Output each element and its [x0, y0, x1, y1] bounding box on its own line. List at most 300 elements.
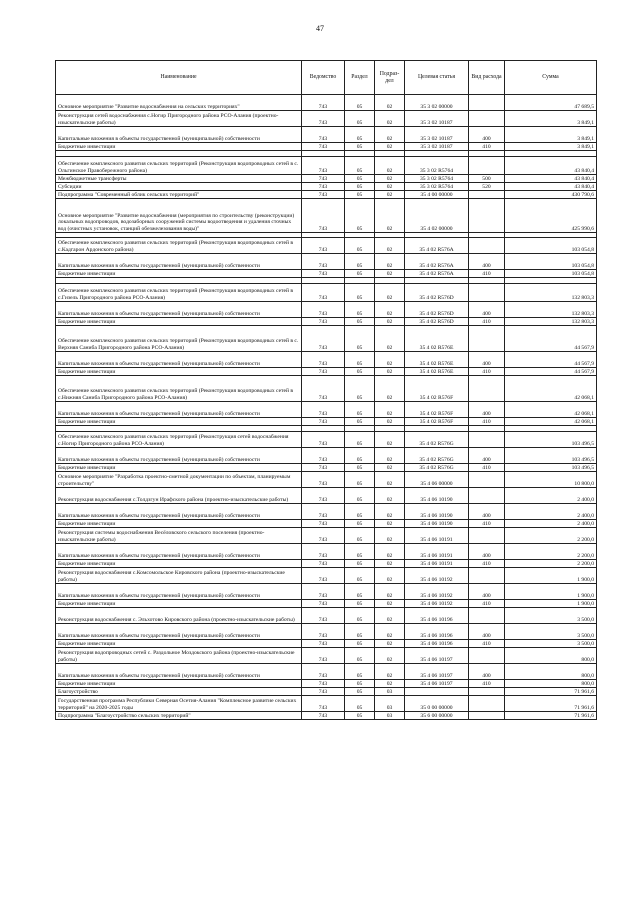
cell-kind	[469, 432, 505, 448]
cell-sum: 71 961,6	[505, 688, 597, 696]
cell-article: 35 3 02 R5764	[405, 157, 469, 175]
cell-name: Субсидии	[56, 183, 302, 191]
cell-section: 05	[345, 680, 375, 688]
cell-sum: 103 496,5	[505, 464, 597, 472]
table-row	[56, 175, 597, 183]
cell-kind: 400	[469, 352, 505, 368]
cell-article: 35 6 00 00000	[405, 712, 469, 720]
cell-section: 05	[345, 376, 375, 402]
cell-subsection: 02	[375, 191, 405, 199]
cell-name: Бюджетные инвестиции	[56, 680, 302, 688]
cell-article: 35 4 02 R576F	[405, 418, 469, 426]
cell-kind	[469, 712, 505, 720]
budget-table	[55, 60, 597, 720]
cell-dept: 743	[302, 472, 345, 488]
cell-section: 05	[345, 624, 375, 640]
cell-name: Подпрограмма "Современный облик сельских территорий"	[56, 191, 302, 199]
cell-subsection: 02	[375, 270, 405, 278]
cell-subsection: 02	[375, 488, 405, 504]
cell-section: 05	[345, 302, 375, 318]
cell-dept: 743	[302, 238, 345, 254]
cell-sum: 103 054,8	[505, 254, 597, 270]
header-section: Раздел	[345, 61, 375, 95]
cell-kind	[469, 376, 505, 402]
cell-article: 35 4 02 R576F	[405, 376, 469, 402]
cell-article: 35 4 06 10190	[405, 520, 469, 528]
cell-article: 35 4 06 10190	[405, 504, 469, 520]
cell-name: Бюджетные инвестиции	[56, 600, 302, 608]
cell-name: Основное мероприятие "Развитие водоснабжения (мероприятия по строительству (реконструкции) локальных водопроводов, водозаборных сооружений системы водоотведения и удаления сточных вод (очистных установок, станций обезжелезования воды)"	[56, 199, 302, 233]
cell-article: 35 3 02 R5764	[405, 183, 469, 191]
cell-dept: 743	[302, 640, 345, 648]
cell-subsection: 02	[375, 238, 405, 254]
table-row	[56, 680, 597, 688]
cell-subsection: 02	[375, 175, 405, 183]
cell-dept: 743	[302, 326, 345, 352]
cell-kind	[469, 568, 505, 584]
cell-sum: 2 200,0	[505, 528, 597, 544]
table-row	[56, 376, 597, 402]
table-row	[56, 584, 597, 600]
cell-section: 05	[345, 402, 375, 418]
cell-section: 05	[345, 352, 375, 368]
cell-sum: 2 200,0	[505, 544, 597, 560]
cell-section: 05	[345, 648, 375, 664]
cell-section: 05	[345, 600, 375, 608]
cell-kind	[469, 326, 505, 352]
cell-article: 35 4 06 10197	[405, 648, 469, 664]
cell-kind: 400	[469, 664, 505, 680]
cell-sum: 47 689,5	[505, 95, 597, 111]
cell-sum: 1 900,0	[505, 584, 597, 600]
cell-name: Подпрограмма "Благоустройство сельских территорий"	[56, 712, 302, 720]
cell-article: 35 4 06 00000	[405, 472, 469, 488]
cell-dept: 743	[302, 488, 345, 504]
table-row	[56, 520, 597, 528]
cell-subsection: 02	[375, 318, 405, 326]
cell-subsection: 02	[375, 352, 405, 368]
cell-dept: 743	[302, 504, 345, 520]
cell-dept: 743	[302, 368, 345, 376]
cell-article: 35 4 02 R576D	[405, 302, 469, 318]
cell-dept: 743	[302, 520, 345, 528]
cell-section: 05	[345, 568, 375, 584]
cell-article: 35 4 02 R576G	[405, 448, 469, 464]
cell-sum: 1 900,0	[505, 600, 597, 608]
cell-sum: 430 790,6	[505, 191, 597, 199]
cell-kind: 410	[469, 464, 505, 472]
header-name: Наименование	[56, 61, 302, 95]
cell-section: 05	[345, 143, 375, 151]
table-row	[56, 326, 597, 352]
cell-article	[405, 688, 469, 696]
header-article: Целевая статья	[405, 61, 469, 95]
cell-dept: 743	[302, 418, 345, 426]
cell-section: 05	[345, 127, 375, 143]
cell-sum: 800,0	[505, 680, 597, 688]
table-row	[56, 560, 597, 568]
cell-name: Бюджетные инвестиции	[56, 143, 302, 151]
cell-article: 35 4 02 R576А	[405, 270, 469, 278]
cell-name: Бюджетные инвестиции	[56, 318, 302, 326]
cell-subsection: 02	[375, 464, 405, 472]
cell-subsection: 02	[375, 520, 405, 528]
cell-article: 35 4 02 00000	[405, 199, 469, 233]
cell-section: 05	[345, 544, 375, 560]
cell-sum: 3 500,0	[505, 608, 597, 624]
cell-kind: 400	[469, 624, 505, 640]
table-row	[56, 544, 597, 560]
cell-name: Капитальные вложения в объекты государственной (муниципальной) собственности	[56, 402, 302, 418]
cell-sum: 2 400,0	[505, 504, 597, 520]
cell-section: 05	[345, 664, 375, 680]
table-header	[56, 61, 597, 95]
cell-kind: 410	[469, 418, 505, 426]
table-row	[56, 368, 597, 376]
cell-kind	[469, 608, 505, 624]
cell-section: 05	[345, 183, 375, 191]
cell-name: Межбюджетные трансферты	[56, 175, 302, 183]
cell-section: 05	[345, 418, 375, 426]
cell-article: 35 4 06 10191	[405, 560, 469, 568]
cell-article: 35 4 06 10196	[405, 640, 469, 648]
cell-section: 05	[345, 712, 375, 720]
cell-dept: 743	[302, 608, 345, 624]
table-body	[56, 95, 597, 720]
cell-name: Бюджетные инвестиции	[56, 560, 302, 568]
cell-name: Реконструкция водоснабжения с.Толдзгун Ирафского района (проектно-изыскательские работы)	[56, 488, 302, 504]
cell-dept: 743	[302, 318, 345, 326]
cell-subsection: 02	[375, 448, 405, 464]
table-row	[56, 302, 597, 318]
cell-subsection: 02	[375, 648, 405, 664]
cell-dept: 743	[302, 284, 345, 302]
cell-dept: 743	[302, 191, 345, 199]
table-row	[56, 488, 597, 504]
cell-dept: 743	[302, 568, 345, 584]
cell-subsection: 02	[375, 326, 405, 352]
cell-kind	[469, 528, 505, 544]
cell-kind: 410	[469, 143, 505, 151]
cell-section: 05	[345, 191, 375, 199]
cell-section: 05	[345, 432, 375, 448]
cell-dept: 743	[302, 127, 345, 143]
cell-section: 05	[345, 254, 375, 270]
cell-name: Капитальные вложения в объекты государственной (муниципальной) собственности	[56, 448, 302, 464]
cell-dept: 743	[302, 528, 345, 544]
cell-subsection: 02	[375, 254, 405, 270]
cell-subsection: 03	[375, 688, 405, 696]
cell-kind: 400	[469, 127, 505, 143]
cell-dept: 743	[302, 254, 345, 270]
cell-sum: 43 840,4	[505, 175, 597, 183]
cell-sum: 3 849,1	[505, 111, 597, 127]
cell-name: Бюджетные инвестиции	[56, 464, 302, 472]
cell-sum: 43 840,4	[505, 157, 597, 175]
cell-article: 35 0 00 00000	[405, 696, 469, 712]
cell-name: Капитальные вложения в объекты государственной (муниципальной) собственности	[56, 584, 302, 600]
table-row	[56, 191, 597, 199]
cell-subsection: 02	[375, 568, 405, 584]
cell-name: Бюджетные инвестиции	[56, 640, 302, 648]
cell-name: Обеспечение комплексного развития сельских территорий (Реконструкция водопроводных сетей в с.Нижняя Саниба Пригородного района РСО-Алания)	[56, 376, 302, 402]
cell-kind: 400	[469, 254, 505, 270]
cell-kind	[469, 95, 505, 111]
cell-name: Обеспечение комплексного развития сельских территорий (Реконструкция водопроводных сетей в с. Верхняя Саниба Пригородного района РСО-Алания)	[56, 326, 302, 352]
cell-name: Капитальные вложения в объекты государственной (муниципальной) собственности	[56, 127, 302, 143]
cell-dept: 743	[302, 402, 345, 418]
cell-name: Основное мероприятие "Развитие водоснабжения на сельских территориях"	[56, 95, 302, 111]
table-row	[56, 254, 597, 270]
cell-subsection: 02	[375, 560, 405, 568]
table-row	[56, 284, 597, 302]
table-row	[56, 464, 597, 472]
cell-section: 05	[345, 270, 375, 278]
cell-kind	[469, 111, 505, 127]
cell-kind: 410	[469, 560, 505, 568]
cell-kind: 400	[469, 504, 505, 520]
cell-kind: 410	[469, 680, 505, 688]
cell-article: 35 4 02 R576А	[405, 254, 469, 270]
cell-section: 05	[345, 584, 375, 600]
cell-sum: 43 840,4	[505, 183, 597, 191]
cell-section: 05	[345, 157, 375, 175]
cell-sum: 103 496,5	[505, 448, 597, 464]
cell-section: 05	[345, 368, 375, 376]
cell-subsection: 02	[375, 127, 405, 143]
cell-article: 35 3 02 10187	[405, 111, 469, 127]
cell-article: 35 4 06 10196	[405, 608, 469, 624]
cell-dept: 743	[302, 712, 345, 720]
cell-subsection: 02	[375, 199, 405, 233]
cell-sum: 44 567,9	[505, 326, 597, 352]
cell-dept: 743	[302, 688, 345, 696]
cell-sum: 3 849,1	[505, 127, 597, 143]
cell-kind: 400	[469, 544, 505, 560]
cell-kind: 410	[469, 368, 505, 376]
cell-name: Бюджетные инвестиции	[56, 270, 302, 278]
cell-dept: 743	[302, 544, 345, 560]
cell-kind: 400	[469, 402, 505, 418]
header-dept: Ведомство	[302, 61, 345, 95]
cell-sum: 132 803,3	[505, 302, 597, 318]
cell-name: Капитальные вложения в объекты государственной (муниципальной) собственности	[56, 624, 302, 640]
cell-sum: 800,0	[505, 648, 597, 664]
cell-sum: 42 068,1	[505, 376, 597, 402]
cell-dept: 743	[302, 448, 345, 464]
cell-dept: 743	[302, 183, 345, 191]
cell-section: 05	[345, 199, 375, 233]
cell-name: Капитальные вложения в объекты государственной (муниципальной) собственности	[56, 664, 302, 680]
cell-kind: 520	[469, 183, 505, 191]
cell-name: Реконструкция водоснабжения с.Комсомольское Кировского района (проектно-изыскательские работы)	[56, 568, 302, 584]
header-subsection: Подраз-дел	[375, 61, 405, 95]
cell-kind: 400	[469, 302, 505, 318]
cell-section: 05	[345, 95, 375, 111]
header-kind: Вид расхода	[469, 61, 505, 95]
cell-sum: 1 900,0	[505, 568, 597, 584]
cell-article: 35 4 06 10191	[405, 528, 469, 544]
cell-dept: 743	[302, 270, 345, 278]
cell-kind: 500	[469, 175, 505, 183]
cell-name: Капитальные вложения в объекты государственной (муниципальной) собственности	[56, 544, 302, 560]
table-row	[56, 418, 597, 426]
cell-subsection: 02	[375, 368, 405, 376]
cell-article: 35 4 02 R576E	[405, 368, 469, 376]
table-row	[56, 472, 597, 488]
cell-section: 05	[345, 448, 375, 464]
cell-subsection: 02	[375, 402, 405, 418]
table-row	[56, 624, 597, 640]
cell-kind	[469, 284, 505, 302]
cell-sum: 800,0	[505, 664, 597, 680]
cell-dept: 743	[302, 199, 345, 233]
table-row	[56, 568, 597, 584]
cell-name: Реконструкция сетей водоснабжения с.Ногир Пригородного района РСО-Алания (проектно-изыскательские работы)	[56, 111, 302, 127]
cell-section: 05	[345, 175, 375, 183]
table-row	[56, 199, 597, 233]
cell-dept: 743	[302, 600, 345, 608]
cell-subsection: 02	[375, 183, 405, 191]
cell-sum: 42 068,1	[505, 402, 597, 418]
cell-name: Капитальные вложения в объекты государственной (муниципальной) собственности	[56, 254, 302, 270]
table-row	[56, 688, 597, 696]
cell-name: Бюджетные инвестиции	[56, 418, 302, 426]
cell-article: 35 4 02 R576G	[405, 464, 469, 472]
table-row	[56, 402, 597, 418]
cell-sum: 103 054,8	[505, 270, 597, 278]
cell-dept: 743	[302, 680, 345, 688]
cell-sum: 103 496,5	[505, 432, 597, 448]
table-row	[56, 712, 597, 720]
cell-article: 35 4 02 R576E	[405, 352, 469, 368]
cell-kind	[469, 696, 505, 712]
cell-sum: 3 500,0	[505, 640, 597, 648]
cell-subsection: 02	[375, 584, 405, 600]
cell-kind	[469, 648, 505, 664]
cell-article: 35 4 06 10190	[405, 488, 469, 504]
cell-subsection: 02	[375, 111, 405, 127]
cell-section: 05	[345, 326, 375, 352]
cell-name: Реконструкция водоснабжения с. Эльхотово Кировского района (проектно-изыскательские работы)	[56, 608, 302, 624]
cell-sum: 44 567,9	[505, 368, 597, 376]
cell-sum: 2 400,0	[505, 488, 597, 504]
cell-dept: 743	[302, 560, 345, 568]
cell-subsection: 02	[375, 640, 405, 648]
cell-section: 05	[345, 238, 375, 254]
page-number: 47	[316, 24, 324, 33]
cell-name: Обеспечение комплексного развития сельских территорий (Реконструкция водопроводных сетей в с.Гизель Пригородного района РСО-Алания)	[56, 284, 302, 302]
cell-article: 35 4 06 10197	[405, 664, 469, 680]
cell-subsection: 02	[375, 600, 405, 608]
table-row	[56, 318, 597, 326]
cell-dept: 743	[302, 352, 345, 368]
table-row	[56, 608, 597, 624]
cell-subsection: 02	[375, 608, 405, 624]
table-row	[56, 600, 597, 608]
cell-section: 05	[345, 464, 375, 472]
cell-section: 05	[345, 608, 375, 624]
cell-kind: 410	[469, 270, 505, 278]
cell-article: 35 4 06 10192	[405, 600, 469, 608]
cell-article: 35 4 02 R576G	[405, 432, 469, 448]
cell-sum: 44 567,9	[505, 352, 597, 368]
cell-section: 05	[345, 284, 375, 302]
cell-dept: 743	[302, 175, 345, 183]
cell-dept: 743	[302, 648, 345, 664]
cell-section: 05	[345, 640, 375, 648]
cell-article: 35 4 02 R576D	[405, 318, 469, 326]
cell-name: Обеспечение комплексного развития сельских территорий (Реконструкция водопроводных сетей в с. Ольгинское Правобережного района)	[56, 157, 302, 175]
cell-kind	[469, 199, 505, 233]
cell-sum: 103 054,8	[505, 238, 597, 254]
cell-kind: 410	[469, 600, 505, 608]
cell-sum: 71 961,6	[505, 712, 597, 720]
cell-section: 05	[345, 560, 375, 568]
cell-sum: 10 800,0	[505, 472, 597, 488]
cell-kind: 400	[469, 584, 505, 600]
cell-name: Благоустройство	[56, 688, 302, 696]
table-row	[56, 664, 597, 680]
cell-dept: 743	[302, 464, 345, 472]
table-row	[56, 111, 597, 127]
cell-article: 35 4 06 10196	[405, 624, 469, 640]
table-row	[56, 696, 597, 712]
cell-dept: 743	[302, 302, 345, 318]
cell-dept: 743	[302, 624, 345, 640]
cell-kind: 400	[469, 448, 505, 464]
cell-article: 35 4 02 R576А	[405, 238, 469, 254]
cell-subsection: 02	[375, 143, 405, 151]
cell-section: 05	[345, 696, 375, 712]
cell-subsection: 02	[375, 432, 405, 448]
cell-sum: 425 990,6	[505, 199, 597, 233]
table-row	[56, 127, 597, 143]
cell-article: 35 4 02 R576D	[405, 284, 469, 302]
cell-article: 35 3 02 R5764	[405, 175, 469, 183]
cell-sum: 2 200,0	[505, 560, 597, 568]
cell-dept: 743	[302, 143, 345, 151]
cell-article: 35 4 02 R576F	[405, 402, 469, 418]
cell-sum: 132 803,3	[505, 318, 597, 326]
table-row	[56, 648, 597, 664]
cell-dept: 743	[302, 584, 345, 600]
cell-subsection: 02	[375, 680, 405, 688]
table-row	[56, 504, 597, 520]
cell-dept: 743	[302, 111, 345, 127]
cell-article: 35 4 00 00000	[405, 191, 469, 199]
cell-kind	[469, 688, 505, 696]
cell-section: 05	[345, 318, 375, 326]
cell-name: Реконструкция водопроводных сетей с. Раздольное Моздокского района (проектно-изыскательские работы)	[56, 648, 302, 664]
cell-article: 35 3 02 10187	[405, 127, 469, 143]
table-row	[56, 448, 597, 464]
cell-section: 05	[345, 688, 375, 696]
cell-name: Бюджетные инвестиции	[56, 368, 302, 376]
cell-dept: 743	[302, 376, 345, 402]
cell-subsection: 02	[375, 504, 405, 520]
cell-subsection: 02	[375, 95, 405, 111]
table-row	[56, 95, 597, 111]
table-row	[56, 432, 597, 448]
cell-section: 05	[345, 488, 375, 504]
cell-article: 35 4 06 10197	[405, 680, 469, 688]
cell-name: Государственная программа Республики Северная Осетия-Алания "Комплексное развитие сельских территорий" на 2020-2025 годы	[56, 696, 302, 712]
cell-subsection: 02	[375, 472, 405, 488]
cell-subsection: 02	[375, 376, 405, 402]
cell-kind	[469, 191, 505, 199]
cell-section: 05	[345, 520, 375, 528]
